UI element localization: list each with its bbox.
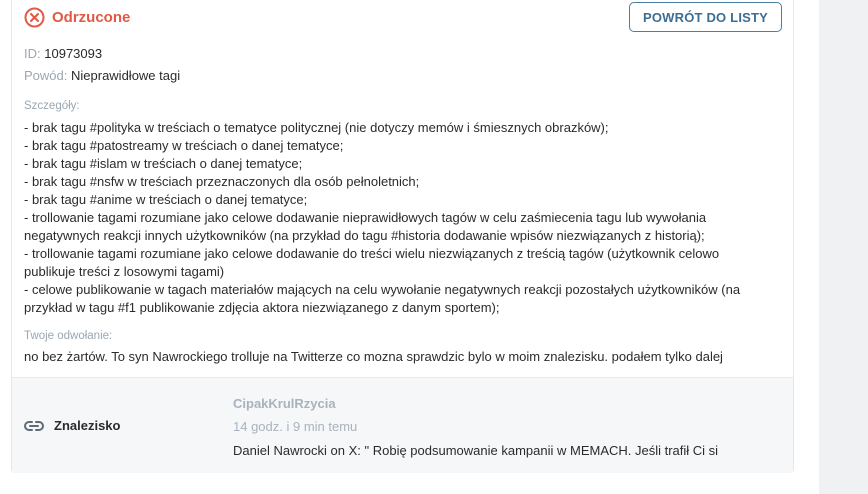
appeal-text: no bez żartów. To syn Nawrockiego trolluje na Twitterze co mozna sprawdzic bylo w moim znalezisku. podałem tylko dalej [24, 349, 723, 364]
details-line: negatywnych reakcji innych użytkowników (na przykład do tagu #historia dodawanie wpisów niezwiązanych z historią); [24, 228, 705, 243]
linked-item-type: Znalezisko [54, 418, 121, 433]
details-line: przykład w tagu #f1 publikowanie zdjęcia aktora niezwiązanego z danym sportem); [24, 300, 500, 315]
id-label: ID: [24, 46, 41, 61]
back-to-list-button[interactable]: POWRÓT DO LISTY [629, 2, 782, 32]
details-line: - trollowanie tagami rozumiane jako celowe dodawanie do treści wielu niezwiązanych z treścią tagów (użytkownik celowo [24, 246, 720, 261]
linked-item-title[interactable]: Daniel Nawrocki on X: " Robię podsumowanie kampanii w MEMACH. Jeśli trafił Ci si [233, 443, 719, 458]
details-line: publikuje treści z losowymi tagami) [24, 264, 225, 279]
details-line: - brak tagu #anime w treściach o danej tematyce; [24, 192, 308, 207]
link-icon [23, 418, 45, 439]
details-line: - trollowanie tagami rozumiane jako celowe dodawanie nieprawidłowych tagów w celu zaśmiecenia tagu lub wywołania [24, 210, 707, 225]
reason-row [24, 68, 180, 83]
details-line: - brak tagu #islam w treściach o danej tematyce; [24, 156, 303, 171]
details-line: - celowe publikowanie w tagach materiałów mających na celu wywołanie negatywnych reakcji pozostałych użytkowników (na [24, 282, 741, 297]
details-label: Szczegóły: [24, 100, 80, 112]
reason-value: Nieprawidłowe tagi [71, 68, 181, 83]
reason-label: Powód: [24, 68, 68, 83]
details-line: - brak tagu #polityka w treściach o tematyce politycznej (nie dotyczy memów i śmiesznych obrazków); [24, 120, 609, 135]
details-line: - brak tagu #nsfw w treściach przeznaczonych dla osób pełnoletnich; [24, 174, 420, 189]
details-list [24, 119, 794, 317]
id-row [24, 46, 102, 61]
linked-item-time: 14 godz. i 9 min temu [233, 419, 358, 434]
status-header [24, 6, 130, 28]
linked-item-author[interactable]: CipakKrulRzycia [233, 396, 336, 411]
status-label: Odrzucone [52, 8, 131, 26]
appeal-label: Twoje odwołanie: [24, 330, 113, 342]
id-value: 10973093 [44, 46, 103, 61]
details-line: - brak tagu #patostreamy w treściach o danej tematyce; [24, 138, 344, 153]
right-sidebar-background [819, 0, 868, 494]
x-circle-icon [24, 7, 45, 28]
linked-item[interactable] [12, 377, 793, 473]
